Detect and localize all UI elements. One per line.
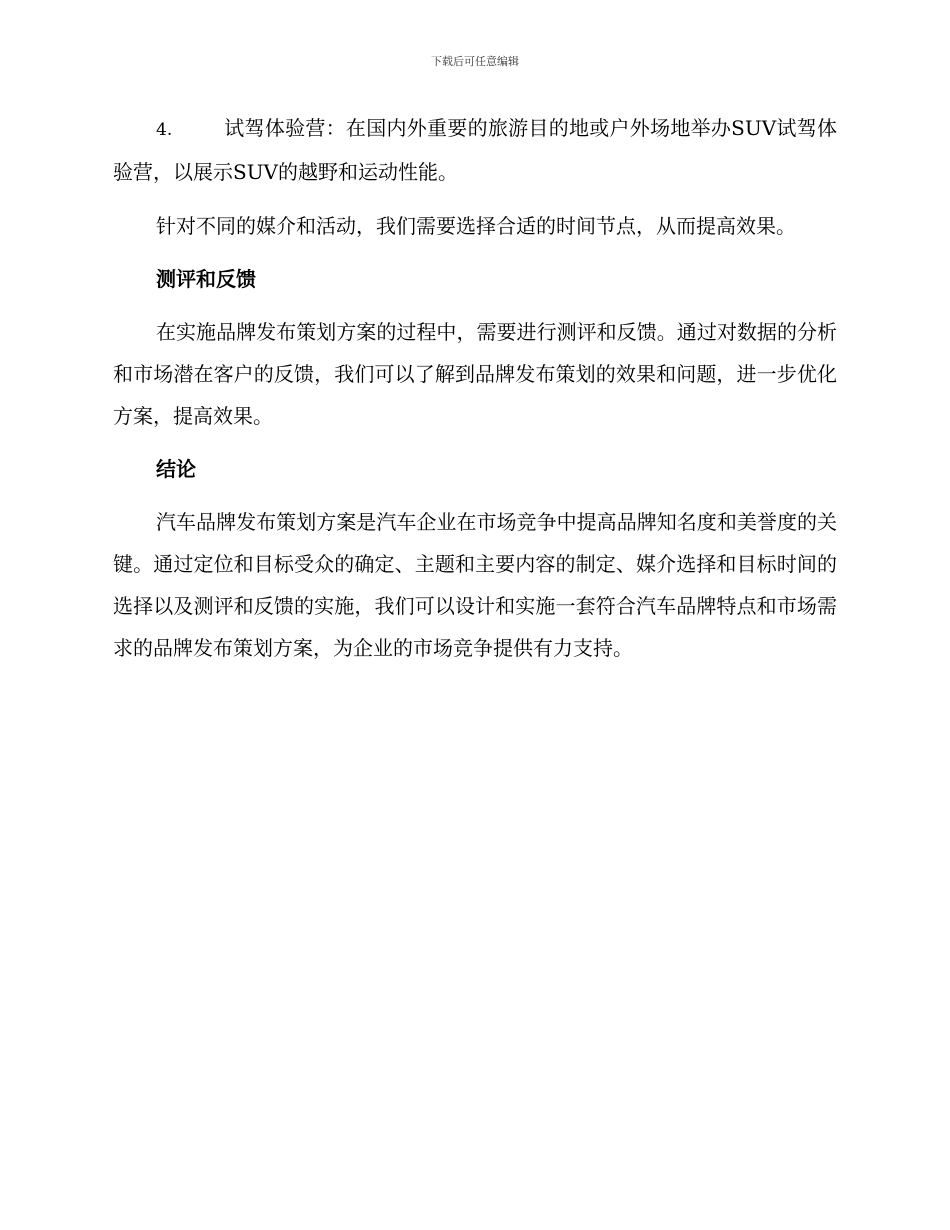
page-header: 下载后可任意编辑 [431, 55, 519, 68]
section-heading-feedback: 测评和反馈 [156, 267, 256, 291]
section-heading-conclusion: 结论 [156, 457, 196, 481]
list-item-number: 4. [156, 120, 173, 140]
paragraph-feedback: 在实施品牌发布策划方案的过程中，需要进行测评和反馈。通过对数据的分析和市场潜在客户的反馈，我们可以了解到品牌发布策划的效果和问题，进一步优化方案，提高效果。 [113, 320, 837, 428]
list-item-test-drive [113, 107, 837, 193]
paragraph-conclusion: 汽车品牌发布策划方案是汽车企业在市场竞争中提高品牌知名度和美誉度的关键。通过定位和目标受众的确定、主题和主要内容的制定、媒介选择和目标时间的选择以及测评和反馈的实施，我们可以设计和实施一套符合汽车品牌特点和市场需求的品牌发布策划方案，为企业的市场竞争提供有力支持。 [113, 510, 837, 660]
paragraph-timing: 针对不同的媒介和活动，我们需要选择合适的时间节点，从而提高效果。 [156, 214, 796, 238]
document-body [113, 107, 837, 681]
list-item-text: 试驾体验营：在国内外重要的旅游目的地或户外场地举办SUV试驾体验营，以展示SUV的越野和运动性能。 [113, 116, 837, 184]
